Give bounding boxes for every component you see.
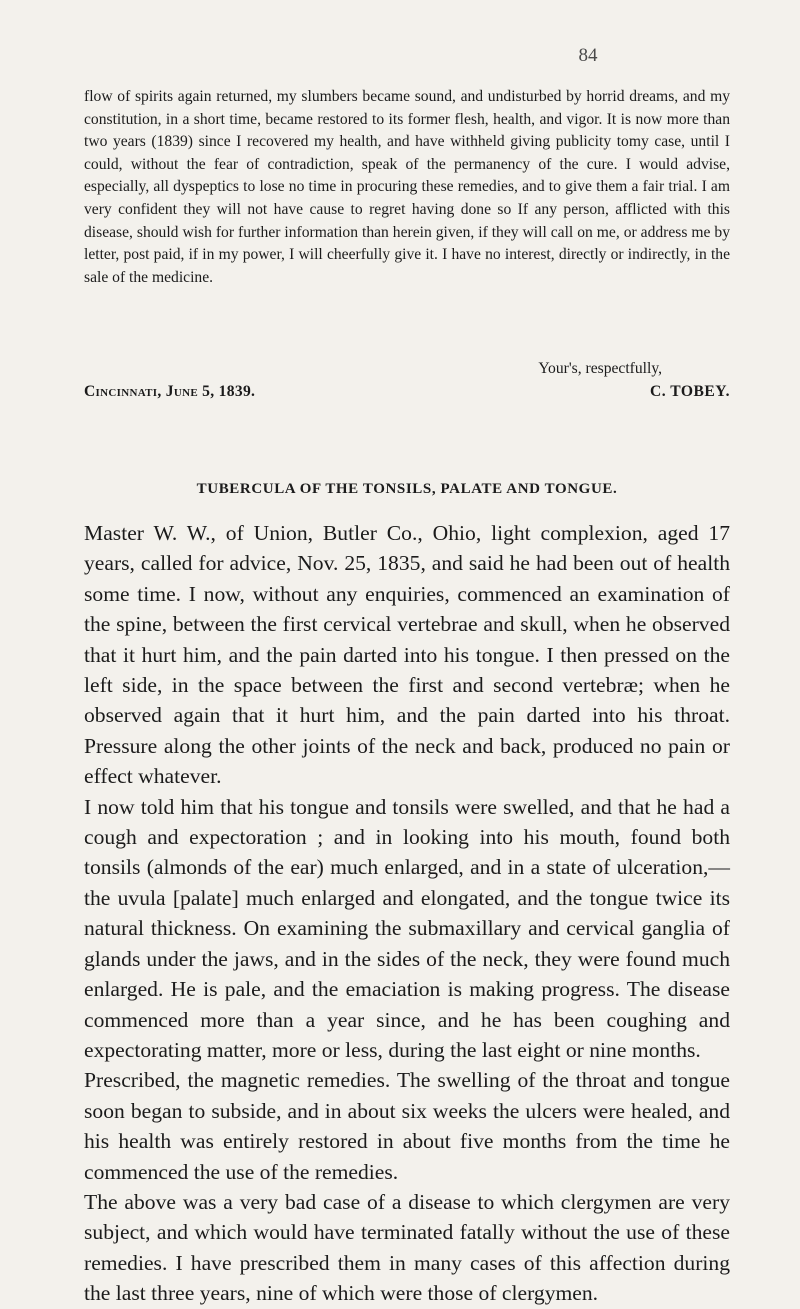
letter-closing: Your's, respectfully, (538, 360, 662, 377)
letter-body (84, 86, 730, 289)
case-report-body (84, 518, 730, 1309)
letter-place-date: Cincinnati, June 5, 1839. (84, 383, 256, 400)
case-paragraph-2: I now told him that his tongue and tonsils were swelled, and that he had a cough and expectoration ; and in looking into his mouth, found both tonsils (almonds of the ear) much enlarged, and in a state of ulceration,—the uvula [palate] much enlarged and elongated, and the tongue twice its natural thickness. On examining the submaxillary and cervical ganglia of glands under the jaws, and in the sides of the neck, they were found much enlarged. He is pale, and the emaciation is making progress. The disease commenced more than a year since, and he has been coughing and expectorating matter, more or less, during the last eight or nine months. (84, 794, 730, 1062)
letter-paragraph: flow of spirits again returned, my slumbers became sound, and undisturbed by horrid dreams, and my constitution, in a short time, became restored to its former flesh, health, and vigor. It is now more than two years (1839) since I recovered my health, and have withheld giving publicity tomy case, until I could, without the fear of contradiction, speak of the permanency of the cure. I would advise, especially, all dyspeptics to lose no time in procuring these remedies, and to give them a fair trial. I am very confident they will not have cause to regret having done so If any person, afflicted with this disease, should wish for further information than herein given, if they will call on me, or address me by letter, post paid, if in my power, I will cheerfully give it. I have no interest, directly or indirectly, in the sale of the medicine. (84, 88, 730, 286)
case-paragraph-4: The above was a very bad case of a disease to which clergymen are very subject, and which would have terminated fatally without the use of these remedies. I have prescribed them in many cases of this affection during the last three years, nine of which were those of clergymen. (84, 1189, 730, 1306)
letter-signature-row (84, 381, 730, 404)
section-heading: TUBERCULA OF THE TONSILS, PALATE AND TONGUE. (196, 481, 618, 497)
case-paragraph-1: Master W. W., of Union, Butler Co., Ohio, light complexion, aged 17 years, called for advice, Nov. 25, 1835, and said he had been out of health some time. I now, without any enquiries, commenced an examination of the spine, between the first cervical vertebrae and skull, when he observed that it hurt him, and the pain darted into his tongue. I then pressed on the left side, in the space between the first and second vertebræ; when he observed again that it hurt him, and the pain darted into his throat. Pressure along the other joints of the neck and back, produced no pain or effect whatever. (84, 521, 730, 789)
case-paragraph-3: Prescribed, the magnetic remedies. The swelling of the throat and tongue soon began to subside, and in about six weeks the ulcers were healed, and his health was entirely restored in about five months from the time he commenced the use of the remedies. (84, 1068, 730, 1184)
page-number: 84 (578, 45, 598, 66)
letter-signature: C. TOBEY. (649, 383, 730, 400)
